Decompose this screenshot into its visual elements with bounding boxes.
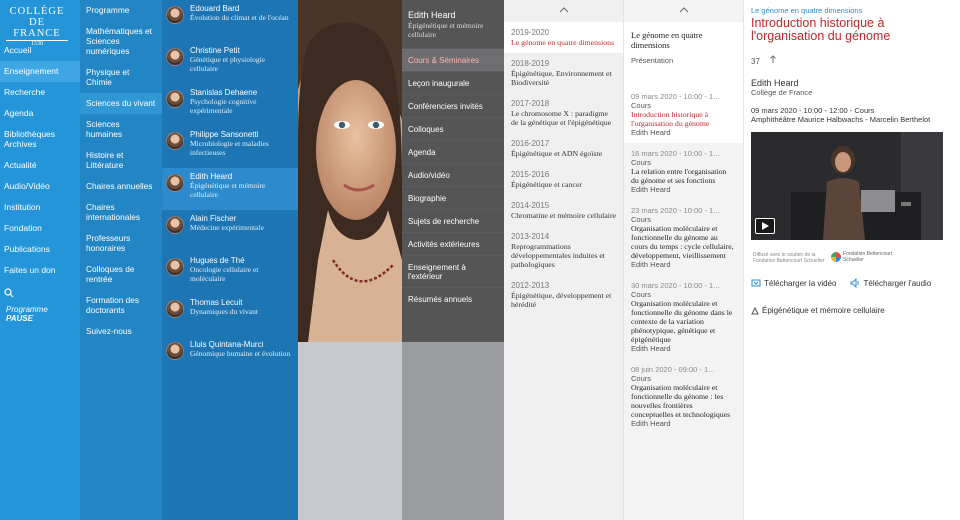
pause-prefix: Programme bbox=[6, 305, 48, 314]
download-video-link[interactable] bbox=[751, 278, 836, 288]
year-title: Épigénétique et cancer bbox=[511, 180, 582, 189]
professor-chair: Oncologie cellulaire et moléculaire bbox=[190, 265, 259, 283]
professor-chair: Génétique et physiologie cellulaire bbox=[190, 55, 265, 73]
session-kind: Cours bbox=[631, 290, 652, 299]
session-item-selected[interactable] bbox=[624, 86, 743, 143]
sub-nav-programme[interactable]: Programme bbox=[86, 5, 130, 15]
search-icon[interactable] bbox=[0, 281, 80, 303]
year-label: 2014-2015 bbox=[511, 201, 550, 210]
professor-name: Christine Petit bbox=[190, 46, 240, 55]
avatar bbox=[166, 174, 184, 192]
year-label: 2016-2017 bbox=[511, 139, 550, 148]
menu-agenda[interactable]: Agenda bbox=[402, 140, 504, 163]
logo-year: 1530 bbox=[6, 40, 68, 48]
sub-nav-colloques-de-rentree[interactable]: Colloques de rentrée bbox=[86, 264, 135, 284]
professor-name: Thomas Lecuit bbox=[190, 298, 243, 307]
professor-name: Philippe Sansonetti bbox=[190, 130, 259, 139]
session-date: 08 juin 2020 - 09:00 - 1... bbox=[631, 365, 715, 374]
session-person: Edith Heard bbox=[631, 128, 671, 137]
sub-nav-professeurs-honoraires[interactable]: Professeurs honoraires bbox=[86, 233, 131, 253]
avatar bbox=[166, 258, 184, 276]
menu-activites-exterieures[interactable]: Activités extérieures bbox=[402, 232, 504, 255]
sub-nav-chaires-annuelles[interactable]: Chaires annuelles bbox=[86, 181, 153, 191]
session-kind: Cours bbox=[631, 215, 652, 224]
professor-item[interactable] bbox=[162, 252, 298, 294]
year-item[interactable] bbox=[504, 226, 623, 275]
sub-nav-sciences-humaines[interactable]: Sciences humaines bbox=[86, 119, 122, 139]
year-label: 2018-2019 bbox=[511, 59, 550, 68]
professor-chair: Évolution du climat et de l'océan bbox=[190, 13, 289, 22]
sub-nav-formation-doctorants[interactable]: Formation des doctorants bbox=[86, 295, 140, 315]
main-nav-fondation[interactable]: Fondation bbox=[4, 223, 42, 233]
session-date: 09 mars 2020 - 10:00 - 1... bbox=[631, 92, 720, 101]
session-item[interactable] bbox=[624, 200, 743, 275]
professor-menu-name: Edith Heard bbox=[408, 10, 456, 20]
series-subtitle: Présentation bbox=[631, 56, 674, 65]
speaker-institution: Collège de France bbox=[751, 88, 813, 97]
year-title: Le génome en quatre dimensions bbox=[511, 38, 615, 47]
session-person: Edith Heard bbox=[631, 344, 671, 353]
session-kind: Cours bbox=[631, 374, 652, 383]
year-item[interactable] bbox=[504, 275, 623, 315]
play-button[interactable] bbox=[755, 218, 775, 234]
logo-line-2: DE FRANCE bbox=[13, 17, 61, 39]
professors-list bbox=[162, 0, 298, 520]
breadcrumb[interactable]: Le génome en quatre dimensions bbox=[751, 6, 863, 15]
video-frame bbox=[751, 132, 943, 240]
menu-footer-area bbox=[402, 342, 504, 520]
chair-link[interactable] bbox=[751, 306, 953, 315]
professor-item[interactable] bbox=[162, 336, 298, 378]
professor-chair: Dynamiques du vivant bbox=[190, 307, 258, 316]
professor-name: Hugues de Thé bbox=[190, 256, 245, 265]
sponsor-text: Diffusé avec le soutien de la Fondation Bettencourt Schueller bbox=[753, 252, 825, 264]
session-date: 16 mars 2020 - 10:00 - 1... bbox=[631, 149, 720, 158]
main-nav-actualite[interactable]: Actualité bbox=[4, 160, 37, 170]
year-title: Épigénétique, Environnement et Biodiversité bbox=[511, 69, 612, 87]
year-item-selected[interactable] bbox=[504, 22, 623, 53]
main-nav-enseignement[interactable]: Enseignement bbox=[0, 61, 80, 82]
sub-nav-physique[interactable]: Physique et Chimie bbox=[86, 67, 130, 87]
professor-name: Edith Heard bbox=[190, 172, 233, 181]
professor-chair: Psychologie cognitive expérimentale bbox=[190, 97, 257, 115]
year-item[interactable] bbox=[504, 164, 623, 195]
year-title: Reprogrammations développementales induites et pathologiques bbox=[511, 242, 605, 269]
professor-item[interactable] bbox=[162, 126, 298, 168]
menu-sujets-de-recherche[interactable]: Sujets de recherche bbox=[402, 209, 504, 232]
download-audio-label: Télécharger l'audio bbox=[863, 278, 932, 288]
year-title: Épigénétique, développement et hérédité bbox=[511, 291, 612, 309]
fondation-logo-icon bbox=[831, 252, 841, 262]
main-nav-publications[interactable]: Publications bbox=[4, 244, 50, 254]
year-label: 2012-2013 bbox=[511, 281, 550, 290]
year-label: 2017-2018 bbox=[511, 99, 550, 108]
session-detail bbox=[744, 0, 960, 520]
sessions-list bbox=[624, 0, 744, 520]
views-meta bbox=[751, 55, 953, 66]
professor-chair: Médecine expérimentale bbox=[190, 223, 264, 232]
professor-menu-chair: Épigénétique et mémoire cellulaire bbox=[408, 21, 484, 39]
year-item[interactable] bbox=[504, 53, 623, 93]
download-links bbox=[751, 278, 953, 288]
sub-nav-chaires-internationales[interactable]: Chaires internationales bbox=[86, 202, 140, 222]
year-label: 2015-2016 bbox=[511, 170, 550, 179]
menu-cours-seminaires[interactable]: Cours & Séminaires bbox=[402, 48, 504, 71]
year-title: Chromatine et mémoire cellulaire bbox=[511, 211, 616, 220]
year-item[interactable] bbox=[504, 195, 623, 226]
session-item[interactable] bbox=[624, 359, 743, 434]
programme-pause-link[interactable] bbox=[0, 303, 80, 325]
main-nav-bibliotheques[interactable]: Bibliothèques Archives bbox=[4, 129, 56, 149]
share-icon[interactable] bbox=[769, 55, 777, 64]
page-title: Introduction historique à l'organisation du génome bbox=[751, 16, 891, 43]
year-label: 2013-2014 bbox=[511, 232, 550, 241]
series-title: Le génome en quatre dimensions bbox=[631, 30, 703, 50]
professor-header bbox=[402, 0, 504, 48]
year-label: 2019-2020 bbox=[511, 28, 550, 37]
professor-item[interactable] bbox=[162, 42, 298, 84]
chevron-up-icon[interactable] bbox=[624, 0, 743, 22]
chair-link-label: Épigénétique et mémoire cellulaire bbox=[762, 306, 885, 315]
avatar bbox=[166, 48, 184, 66]
year-title: Le chromosome X : paradigme de la génétique et l'épigénétique bbox=[511, 109, 612, 127]
professor-name: Lluis Quintana-Murci bbox=[190, 340, 264, 349]
portrait-placeholder bbox=[298, 342, 402, 520]
menu-colloques[interactable]: Colloques bbox=[402, 117, 504, 140]
avatar bbox=[166, 132, 184, 150]
sub-nav-mathematiques[interactable]: Mathématiques et Sciences numériques bbox=[86, 26, 152, 56]
main-nav-faites-un-don[interactable]: Faites un don bbox=[4, 265, 56, 275]
sponsor-org: Fondation Bettencourt Schueller bbox=[843, 251, 893, 263]
session-title: La relation entre l'organisation du génome et ses fonctions bbox=[631, 167, 727, 185]
session-title: Organisation moléculaire et fonctionnelle du génome dans le contexte de la variation phénotypique, génétique et épigénétique bbox=[631, 299, 733, 344]
main-nav-recherche[interactable]: Recherche bbox=[4, 87, 46, 97]
professor-portrait bbox=[298, 0, 402, 342]
session-person: Edith Heard bbox=[631, 260, 671, 269]
professor-name: Alain Fischer bbox=[190, 214, 237, 223]
session-title: Organisation moléculaire et fonctionnelle du génome : les nouvelles frontières conceptuelles et technologiques bbox=[631, 383, 731, 419]
session-location: Amphithéâtre Maurice Halbwachs - Marcelin Berthelot bbox=[751, 115, 931, 124]
professor-name: Stanislas Dehaene bbox=[190, 88, 258, 97]
menu-resumes-annuels[interactable]: Résumés annuels bbox=[402, 287, 504, 310]
main-nav-panel bbox=[0, 0, 80, 520]
session-item[interactable] bbox=[624, 275, 743, 359]
download-video-label: Télécharger la vidéo bbox=[764, 278, 837, 288]
session-person: Edith Heard bbox=[631, 185, 671, 194]
professor-chair: Épigénétique et mémoire cellulaire bbox=[190, 181, 266, 199]
main-nav-agenda[interactable]: Agenda bbox=[4, 108, 34, 118]
avatar bbox=[166, 216, 184, 234]
download-audio-link[interactable] bbox=[850, 278, 931, 288]
session-kind: Cours bbox=[631, 101, 652, 110]
professor-item[interactable] bbox=[162, 84, 298, 126]
sub-nav-panel bbox=[80, 0, 162, 520]
session-person: Edith Heard bbox=[631, 419, 671, 428]
professor-name: Edouard Bard bbox=[190, 4, 240, 13]
professor-chair: Microbiologie et maladies infectieuses bbox=[190, 139, 269, 157]
download-audio-icon bbox=[850, 278, 860, 288]
professor-menu bbox=[402, 0, 504, 520]
logo-line-1: COLLÈGE bbox=[9, 6, 65, 17]
sub-nav-histoire[interactable]: Histoire et Littérature bbox=[86, 150, 124, 170]
professor-item[interactable] bbox=[162, 210, 298, 252]
sub-nav-sciences-du-vivant[interactable]: Sciences du vivant bbox=[80, 93, 162, 114]
year-item[interactable] bbox=[504, 133, 623, 164]
avatar bbox=[166, 342, 184, 360]
video-player[interactable] bbox=[751, 132, 943, 240]
professor-item[interactable] bbox=[162, 294, 298, 336]
sub-nav-suivez-nous[interactable]: Suivez-nous bbox=[86, 326, 132, 336]
menu-biographie[interactable]: Biographie bbox=[402, 186, 504, 209]
menu-lecon-inaugurale[interactable]: Leçon inaugurale bbox=[402, 71, 504, 94]
menu-enseignement-exterieur[interactable]: Enseignement à l'extérieur bbox=[402, 255, 504, 287]
session-item[interactable] bbox=[624, 143, 743, 200]
session-datetime: 09 mars 2020 - 10:00 - 12:00 - Cours bbox=[751, 106, 875, 115]
menu-conferenciers-invites[interactable]: Conférenciers invités bbox=[402, 94, 504, 117]
main-nav-audio-video[interactable]: Audio/Vidéo bbox=[4, 181, 50, 191]
main-nav-institution[interactable]: Institution bbox=[4, 202, 41, 212]
speaker-name: Edith Heard bbox=[751, 78, 799, 88]
download-video-icon bbox=[751, 278, 761, 288]
professor-item-selected[interactable] bbox=[162, 168, 298, 210]
sponsor-banner bbox=[751, 248, 953, 270]
year-item[interactable] bbox=[504, 93, 623, 133]
series-header[interactable] bbox=[624, 22, 743, 86]
session-kind: Cours bbox=[631, 158, 652, 167]
main-nav-accueil[interactable]: Accueil bbox=[4, 45, 32, 55]
professor-item[interactable] bbox=[162, 0, 298, 42]
session-title: Introduction historique à l'organisation du génome bbox=[631, 110, 710, 128]
chevron-up-icon[interactable] bbox=[504, 0, 623, 22]
session-title: Organisation moléculaire et fonctionnelle du génome au cours du temps : cycle cellulaire, développement, vieillissement bbox=[631, 224, 734, 260]
avatar bbox=[166, 90, 184, 108]
years-list bbox=[504, 0, 624, 520]
avatar bbox=[166, 300, 184, 318]
professor-chair: Génomique humaine et évolution bbox=[190, 349, 291, 358]
view-count: 37 bbox=[751, 57, 760, 66]
pause-label: PAUSE bbox=[6, 314, 33, 323]
menu-audio-video[interactable]: Audio/vidéo bbox=[402, 163, 504, 186]
chair-icon bbox=[751, 307, 759, 315]
session-date: 23 mars 2020 - 10:00 - 1... bbox=[631, 206, 720, 215]
session-date: 30 mars 2020 - 10:00 - 1... bbox=[631, 281, 720, 290]
avatar bbox=[166, 6, 184, 24]
year-title: Épigénétique et ADN égoïste bbox=[511, 149, 603, 158]
